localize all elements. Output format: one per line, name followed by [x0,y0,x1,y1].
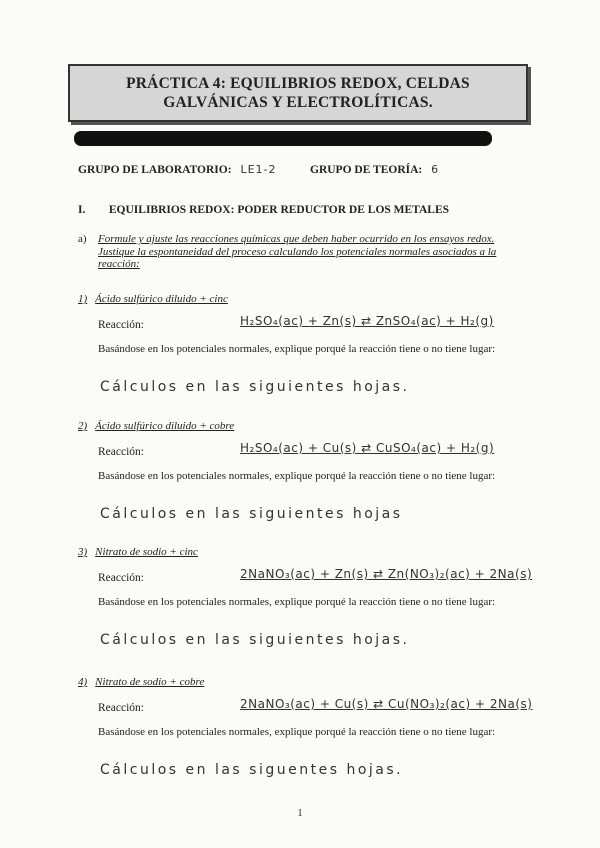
reaction-equation: 2NaNO₃(ac) + Zn(s) ⇄ Zn(NO₃)₂(ac) + 2Na(s) [240,567,533,581]
reaction-equation: H₂SO₄(ac) + Zn(s) ⇄ ZnSO₄(ac) + H₂(g) [240,314,494,328]
explain-prompt: Basándose en los potenciales normales, explique porqué la reacción tiene o no tiene lugar: [98,343,496,355]
lab-group-value: LE1-2 [240,163,277,176]
item-number: 2) [78,420,88,432]
reaction-item [78,420,578,540]
item-number: 1) [78,293,88,305]
handwritten-answer: Cálculos en las siguientes hojas. [100,632,410,648]
lab-group-label: GRUPO DE LABORATORIO: [78,164,232,176]
reaction-label: Reacción: [98,702,144,714]
item-title [78,420,234,432]
item-number: 3) [78,546,88,558]
item-title-text: Nitrato de sodio + cinc [95,546,198,558]
page-number: 1 [297,808,303,819]
item-title-text: Nitrato de sodio + cobre [95,676,205,688]
handwritten-answer: Cálculos en las siguentes hojas. [100,762,404,778]
item-title-text: Ácido sulfúrico diluido + cinc [95,293,228,305]
reaction-item [78,293,578,413]
title-line-2: GALVÁNICAS Y ELECTROLÍTICAS. [163,94,433,111]
explain-prompt: Basándose en los potenciales normales, explique porqué la reacción tiene o no tiene lugar: [98,596,496,608]
item-title [78,293,228,305]
handwritten-answer: Cálculos en las siguientes hojas. [100,379,410,395]
theory-group [310,163,439,176]
reaction-label: Reacción: [98,319,144,331]
theory-group-label: GRUPO DE TEORÍA: [310,164,423,176]
section-number: I. [78,204,86,216]
item-title-text: Ácido sulfúrico diluido + cobre [95,420,235,432]
reaction-label: Reacción: [98,446,144,458]
task-text: Formule y ajuste las reacciones químicas que deben haber ocurrido en los ensayos redox. Justique la espontaneidad del proceso calculando los potenciales normales asociados a la reacción: [98,233,497,270]
explain-prompt: Basándose en los potenciales normales, explique porqué la reacción tiene o no tiene lugar: [98,470,496,482]
redacted-name-bar [74,131,492,146]
item-title [78,546,198,558]
lab-group [78,163,276,176]
handwritten-answer: Cálculos en las siguientes hojas [100,506,403,522]
reaction-item [78,676,578,796]
reaction-label: Reacción: [98,572,144,584]
reaction-equation: 2NaNO₃(ac) + Cu(s) ⇄ Cu(NO₃)₂(ac) + 2Na(s) [240,697,533,711]
section-title: EQUILIBRIOS REDOX: PODER REDUCTOR DE LOS METALES [108,204,450,216]
theory-group-value: 6 [431,163,440,176]
title-box [68,64,528,122]
title-line-1: PRÁCTICA 4: EQUILIBRIOS REDOX, CELDAS [126,75,470,92]
item-number: 4) [78,676,88,688]
item-title [78,676,204,688]
reaction-equation: H₂SO₄(ac) + Cu(s) ⇄ CuSO₄(ac) + H₂(g) [240,441,495,455]
task-letter: a) [78,233,87,245]
group-info [78,163,570,179]
explain-prompt: Basándose en los potenciales normales, explique porqué la reacción tiene o no tiene lugar: [98,726,496,738]
section-heading [78,204,449,216]
reaction-item [78,546,578,666]
